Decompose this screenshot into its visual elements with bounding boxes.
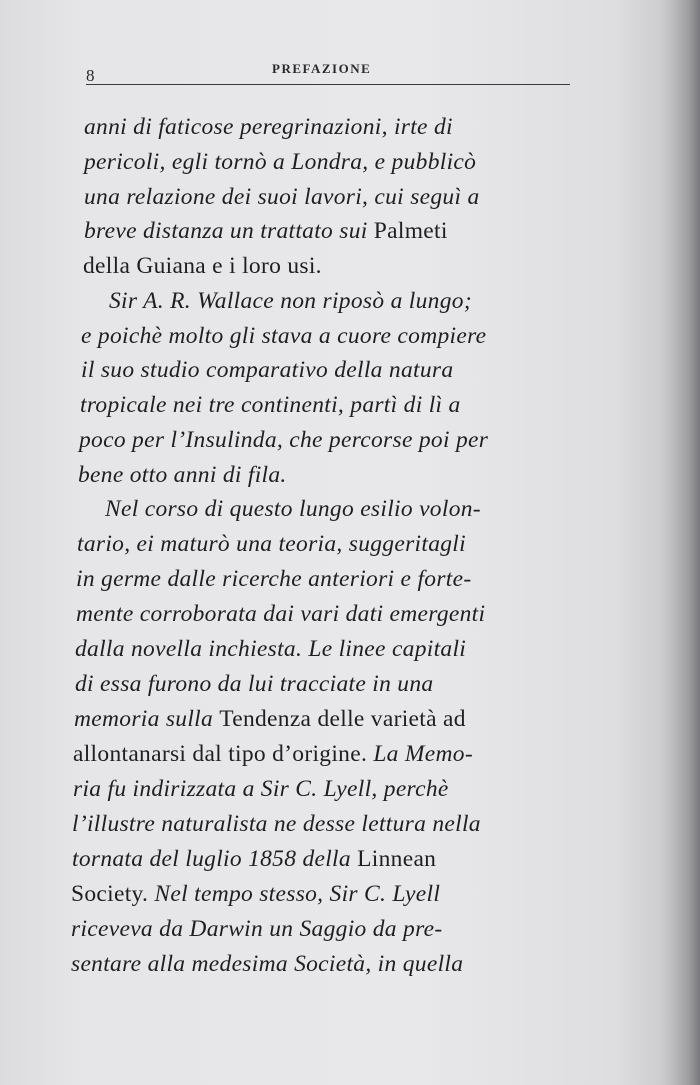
text-segment: Linnean (357, 846, 437, 872)
text-segment: sentare alla medesima Società, in quella (71, 951, 464, 977)
text-segment: breve distanza un trattato sui (84, 218, 374, 244)
text-segment: riceveva da Darwin un Saggio da pre- (71, 916, 443, 942)
text-line (75, 635, 561, 663)
text-line (79, 426, 564, 454)
text-segment: tornata del luglio 1858 della (72, 846, 358, 872)
text-line (76, 600, 562, 628)
text-segment: tario, ei maturò una teoria, suggeritagli (77, 531, 466, 557)
text-segment: una relazione dei suoi lavori, cui seguì a (84, 184, 480, 210)
text-segment: tropicale nei tre continenti, partì di lì a (80, 392, 461, 418)
text-segment: e poichè molto gli stava a cuore compiere (81, 323, 487, 349)
text-segment: bene otto anni di fila. (78, 462, 287, 488)
text-line (84, 183, 570, 211)
text-segment: poco per l’Insulinda, che percorse poi per (79, 427, 489, 453)
text-segment: La Memo- (367, 741, 473, 767)
text-line (75, 670, 561, 698)
text-line (84, 217, 568, 245)
text-line (77, 530, 563, 558)
text-segment: pericoli, egli tornò a Londra, e pubblicò (84, 149, 477, 175)
text-line (78, 461, 287, 489)
text-segment: ria fu indirizzata a Sir C. Lyell, perchè (73, 776, 449, 802)
text-line (109, 287, 566, 315)
text-line (81, 322, 566, 350)
text-segment: mente corroborata dai vari dati emergenti (76, 601, 486, 627)
text-line (71, 880, 559, 908)
text-segment: Sir A. R. Wallace non riposò a lungo; (109, 288, 472, 314)
text-line (71, 950, 559, 978)
text-line (84, 113, 570, 141)
text-line (73, 740, 559, 768)
text-segment: dalla novella inchiesta. Le linee capitali (75, 636, 467, 662)
text-segment: Tendenza delle varietà ad (219, 706, 466, 732)
text-segment: Society. (71, 881, 149, 907)
text-segment: Nel corso di questo lungo esilio volon- (105, 496, 481, 522)
text-line (80, 391, 565, 419)
text-segment: il suo studio comparativo della natura (81, 357, 454, 383)
text-line (72, 810, 559, 838)
text-segment: l’illustre naturalista ne desse lettura nella (72, 811, 481, 837)
text-segment: della Guiana e i loro usi. (83, 253, 322, 279)
text-segment: di essa furono da lui tracciate in una (75, 671, 434, 697)
text-line (76, 565, 562, 593)
text-line (84, 148, 570, 176)
text-line (72, 845, 559, 873)
text-segment: anni di faticose peregrinazioni, irte di (84, 114, 453, 140)
header-title: PREFAZIONE (272, 61, 372, 76)
text-line (73, 775, 559, 803)
text-segment: Palmeti (373, 218, 448, 244)
text-segment: memoria sulla (74, 706, 220, 732)
text-segment: Nel tempo stesso, Sir C. Lyell (148, 881, 441, 907)
text-line (83, 252, 322, 280)
text-line (74, 705, 560, 733)
text-line (71, 915, 559, 943)
text-line (105, 495, 564, 523)
text-segment: allontanarsi dal tipo d’origine. (73, 741, 368, 767)
text-line (81, 356, 565, 384)
text-segment: in germe dalle ricerche anteriori e forte- (76, 566, 472, 592)
page-number: 8 (86, 66, 95, 85)
